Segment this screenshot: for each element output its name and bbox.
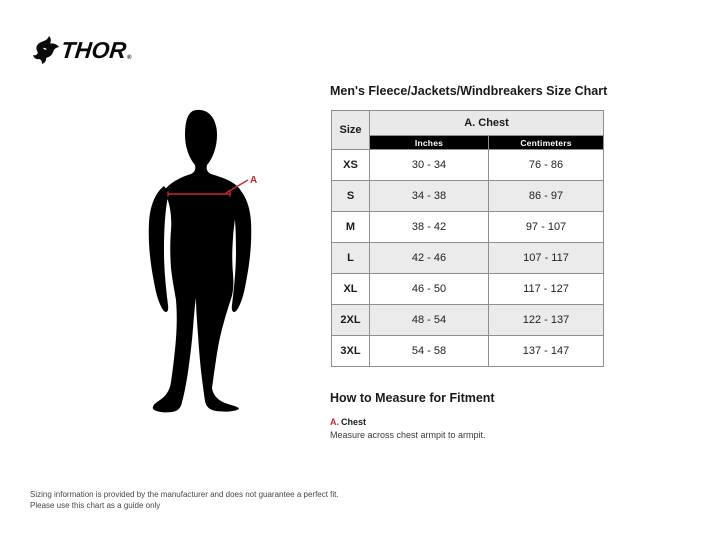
column-header-chest: A. Chest bbox=[370, 111, 604, 136]
inches-cell: 30 - 34 bbox=[370, 150, 489, 181]
centimeters-cell: 97 - 107 bbox=[489, 212, 604, 243]
inches-cell: 34 - 38 bbox=[370, 181, 489, 212]
measure-label: Chest bbox=[341, 417, 367, 427]
centimeters-cell: 137 - 147 bbox=[489, 336, 604, 367]
thor-logo-trademark: ® bbox=[127, 55, 132, 61]
measure-guide bbox=[330, 391, 620, 440]
inches-cell: 54 - 58 bbox=[370, 336, 489, 367]
size-chart-table bbox=[331, 110, 604, 367]
size-cell: S bbox=[332, 181, 370, 212]
inches-cell: 42 - 46 bbox=[370, 243, 489, 274]
disclaimer bbox=[30, 489, 350, 511]
table-row-m bbox=[332, 212, 604, 243]
column-header-centimeters: Centimeters bbox=[489, 136, 604, 150]
centimeters-cell: 117 - 127 bbox=[489, 274, 604, 305]
thor-logo-text: THOR bbox=[59, 36, 128, 63]
table-row-l bbox=[332, 243, 604, 274]
page-title: Men's Fleece/Jackets/Windbreakers Size Chart bbox=[330, 84, 608, 98]
table-row-s bbox=[332, 181, 604, 212]
measure-description: Measure across chest armpit to armpit. bbox=[330, 430, 486, 440]
size-cell: XS bbox=[332, 150, 370, 181]
disclaimer-line-2: Please use this chart as a guide only bbox=[30, 501, 161, 511]
annotation-a-label: A bbox=[250, 175, 258, 186]
disclaimer-line-1: Sizing information is provided by the manufacturer and does not guarantee a perfect fit. bbox=[30, 490, 339, 499]
centimeters-cell: 122 - 137 bbox=[489, 305, 604, 336]
measurement-figure bbox=[100, 90, 320, 480]
size-cell: M bbox=[332, 212, 370, 243]
inches-cell: 48 - 54 bbox=[370, 305, 489, 336]
table-row-xl bbox=[332, 274, 604, 305]
silhouette-right-arm bbox=[231, 186, 251, 312]
silhouette-left-arm bbox=[149, 186, 169, 312]
size-cell: L bbox=[332, 243, 370, 274]
thor-logo bbox=[33, 36, 132, 64]
column-header-inches: Inches bbox=[370, 136, 489, 150]
centimeters-cell: 76 - 86 bbox=[489, 150, 604, 181]
column-header-size: Size bbox=[332, 111, 370, 150]
centimeters-cell: 107 - 117 bbox=[489, 243, 604, 274]
measure-guide-heading: How to Measure for Fitment bbox=[330, 391, 495, 405]
table-row-3xl bbox=[332, 336, 604, 367]
measure-item-chest bbox=[330, 417, 620, 440]
table-row-2xl bbox=[332, 305, 604, 336]
silhouette-body bbox=[153, 110, 241, 412]
size-cell: XL bbox=[332, 274, 370, 305]
inches-cell: 38 - 42 bbox=[370, 212, 489, 243]
measure-key: A. bbox=[330, 417, 339, 427]
centimeters-cell: 86 - 97 bbox=[489, 181, 604, 212]
inches-cell: 46 - 50 bbox=[370, 274, 489, 305]
size-cell: 2XL bbox=[332, 305, 370, 336]
table-row-xs bbox=[332, 150, 604, 181]
size-cell: 3XL bbox=[332, 336, 370, 367]
thor-goat-head-icon bbox=[33, 36, 60, 64]
male-silhouette-figure bbox=[100, 90, 320, 480]
